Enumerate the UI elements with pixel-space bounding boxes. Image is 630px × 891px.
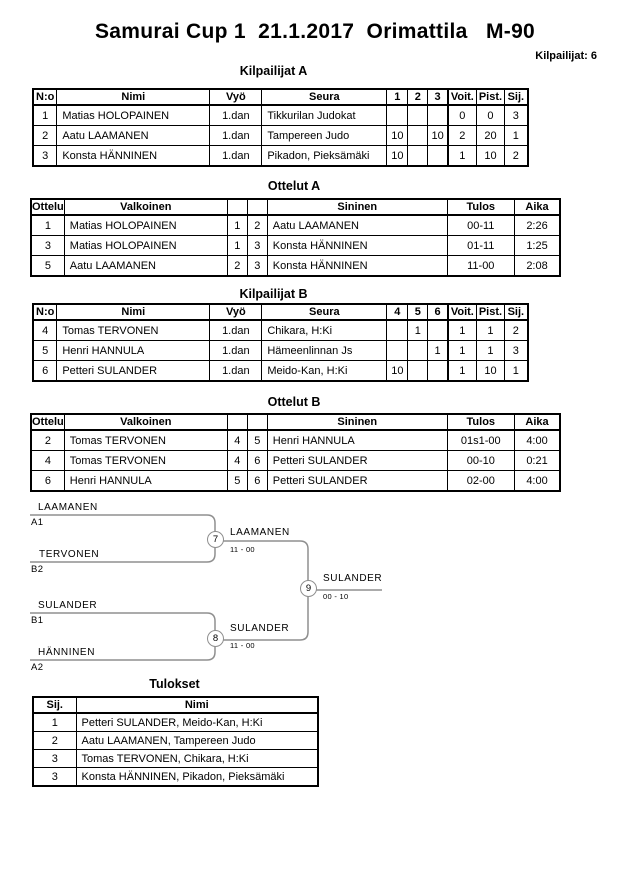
cell-score-4 (387, 341, 408, 361)
table-row (31, 215, 560, 236)
cell-bno: 3 (247, 236, 267, 256)
col-sininen: Sininen (267, 199, 447, 215)
cell-bno: 6 (247, 471, 267, 492)
cell-voit: 0 (448, 105, 477, 126)
bracket-line-b1 (30, 613, 215, 638)
cell-wno: 4 (227, 451, 247, 471)
cell-no: 1 (33, 105, 57, 126)
cell-aika: 2:26 (514, 215, 560, 236)
col-aika: Aika (514, 199, 560, 215)
cell-score-6: 1 (428, 341, 448, 361)
cell-score-5: 1 (408, 320, 428, 341)
cell-score-5 (408, 341, 428, 361)
cell-ottelu: 1 (31, 215, 64, 236)
header-row (33, 697, 318, 713)
cell-score-1: 10 (387, 146, 408, 167)
cell-sij: 3 (33, 768, 76, 787)
pool-a-table (32, 88, 529, 167)
cell-nimi: Petteri SULANDER, Meido-Kan, H:Ki (76, 713, 318, 732)
cell-aika: 4:00 (514, 430, 560, 451)
cell-voit: 2 (448, 126, 477, 146)
bracket-winner-name: SULANDER (230, 623, 290, 634)
cell-vyo: 1.dan (210, 146, 262, 167)
cell-voit: 1 (448, 146, 477, 167)
cell-wno: 5 (227, 471, 247, 492)
col-voit: Voit. (448, 89, 477, 105)
cell-sininen: Konsta HÄNNINEN (267, 256, 447, 277)
cell-score-3 (428, 146, 448, 167)
matches-a-title: Ottelut A (267, 179, 321, 193)
pool-b-title: Kilpailijat B (239, 287, 308, 301)
col-bno (247, 414, 267, 430)
bracket-line-a1 (30, 515, 215, 539)
cell-nimi: Aatu LAAMANEN (57, 126, 210, 146)
bracket-entry-name: TERVONEN (39, 549, 100, 560)
cell-seura: Meido-Kan, H:Ki (262, 361, 387, 382)
table-row (33, 126, 528, 146)
cell-tulos: 00-10 (447, 451, 514, 471)
cell-sij: 3 (505, 341, 528, 361)
cell-sij: 2 (33, 732, 76, 750)
cell-pist: 20 (476, 126, 504, 146)
cell-nimi: Konsta HÄNNINEN (57, 146, 210, 167)
cell-no: 6 (33, 361, 57, 382)
col-aika: Aika (514, 414, 560, 430)
match-circle-9: 9 (300, 580, 317, 597)
table-row (33, 361, 528, 382)
matches-a-table (30, 198, 561, 277)
cell-aika: 2:08 (514, 256, 560, 277)
col-wno (227, 199, 247, 215)
cell-seura: Hämeenlinnan Js (262, 341, 387, 361)
table-row (33, 768, 318, 787)
cell-pist: 10 (476, 361, 504, 382)
cell-score-3 (428, 105, 448, 126)
table-row (31, 256, 560, 277)
cell-bno: 6 (247, 451, 267, 471)
cell-nimi: Konsta HÄNNINEN, Pikadon, Pieksämäki (76, 768, 318, 787)
cell-pist: 1 (476, 320, 504, 341)
table-row (31, 471, 560, 492)
cell-seura: Tampereen Judo (262, 126, 387, 146)
col-ottelu: Ottelu (32, 201, 64, 213)
cell-sij: 3 (33, 750, 76, 768)
cell-nimi: Tomas TERVONEN (57, 320, 210, 341)
page-title: Samurai Cup 1 21.1.2017 Orimattila M-90 (94, 20, 536, 43)
header-row (33, 304, 528, 320)
cell-score-1 (387, 105, 408, 126)
cell-nimi: Petteri SULANDER (57, 361, 210, 382)
cell-valkoinen: Tomas TERVONEN (64, 430, 227, 451)
col-pist: Pist. (476, 89, 504, 105)
cell-vyo: 1.dan (210, 320, 262, 341)
cell-vyo: 1.dan (210, 105, 262, 126)
cell-voit: 1 (448, 320, 477, 341)
cell-no: 2 (33, 126, 57, 146)
col-match-6: 6 (428, 304, 448, 320)
cell-nimi: Tomas TERVONEN, Chikara, H:Ki (76, 750, 318, 768)
cell-sininen: Konsta HÄNNINEN (267, 236, 447, 256)
pool-b-table (32, 303, 529, 382)
cell-tulos: 01s1-00 (447, 430, 514, 451)
col-nimi: Nimi (76, 697, 318, 713)
cell-sij: 2 (505, 320, 528, 341)
cell-valkoinen: Matias HOLOPAINEN (64, 215, 227, 236)
cell-score-4: 10 (387, 361, 408, 382)
col-sininen: Sininen (267, 414, 447, 430)
col-vyo: Vyö (210, 89, 262, 105)
cell-no: 4 (33, 320, 57, 341)
results-table (32, 696, 319, 787)
table-row (33, 146, 528, 167)
bracket-match-score: 11 - 00 (230, 641, 255, 650)
table-row (31, 236, 560, 256)
cell-seura: Pikadon, Pieksämäki (262, 146, 387, 167)
col-match-3: 3 (428, 89, 448, 105)
cell-wno: 2 (227, 256, 247, 277)
col-valkoinen: Valkoinen (64, 414, 227, 430)
cell-ottelu: 5 (31, 256, 64, 277)
col-no: N:o (33, 304, 57, 320)
cell-pist: 1 (476, 341, 504, 361)
cell-sij: 1 (505, 126, 528, 146)
bracket-entry-seed: B1 (31, 615, 44, 626)
table-row (33, 341, 528, 361)
col-seura: Seura (262, 304, 387, 320)
cell-score-3: 10 (428, 126, 448, 146)
bracket-line-winner-7 (215, 541, 308, 588)
cell-tulos: 11-00 (447, 256, 514, 277)
table-row (31, 430, 560, 451)
cell-nimi: Matias HOLOPAINEN (57, 105, 210, 126)
bracket-entry-name: LAAMANEN (38, 502, 98, 513)
cell-bno: 5 (247, 430, 267, 451)
results-title: Tulokset (149, 677, 200, 691)
cell-tulos: 02-00 (447, 471, 514, 492)
table-row (33, 105, 528, 126)
bracket-winner-name: LAAMANEN (230, 527, 290, 538)
col-vyo: Vyö (210, 304, 262, 320)
matches-b-table (30, 413, 561, 492)
cell-no: 3 (33, 146, 57, 167)
cell-sij: 1 (505, 361, 528, 382)
col-wno (227, 414, 247, 430)
bracket-entry-name: HÄNNINEN (38, 647, 96, 658)
cell-no: 5 (33, 341, 57, 361)
cell-sininen: Petteri SULANDER (267, 451, 447, 471)
cell-score-6 (428, 320, 448, 341)
cell-score-2 (408, 105, 428, 126)
col-ottelu: Ottelu (32, 416, 64, 428)
matches-b-title: Ottelut B (267, 395, 321, 409)
cell-valkoinen: Henri HANNULA (64, 471, 227, 492)
table-row (31, 451, 560, 471)
cell-ottelu: 6 (31, 471, 64, 492)
table-row (33, 732, 318, 750)
bracket-entry-name: SULANDER (38, 600, 98, 611)
cell-sininen: Aatu LAAMANEN (267, 215, 447, 236)
cell-bno: 3 (247, 256, 267, 277)
cell-score-5 (408, 361, 428, 382)
pool-a-title: Kilpailijat A (239, 64, 308, 78)
col-valkoinen: Valkoinen (64, 199, 227, 215)
cell-nimi: Henri HANNULA (57, 341, 210, 361)
cell-valkoinen: Tomas TERVONEN (64, 451, 227, 471)
table-row (33, 320, 528, 341)
cell-nimi: Aatu LAAMANEN, Tampereen Judo (76, 732, 318, 750)
header-row (31, 414, 560, 430)
bracket-match-score: 11 - 00 (230, 545, 255, 554)
col-match-2: 2 (408, 89, 428, 105)
cell-wno: 4 (227, 430, 247, 451)
col-tulos: Tulos (447, 199, 514, 215)
cell-ottelu: 4 (31, 451, 64, 471)
cell-pist: 0 (476, 105, 504, 126)
col-seura: Seura (262, 89, 387, 105)
cell-score-1: 10 (387, 126, 408, 146)
cell-voit: 1 (448, 361, 477, 382)
col-sij: Sij. (33, 697, 76, 713)
bracket-match-score: 00 - 10 (323, 592, 349, 601)
col-match-5: 5 (408, 304, 428, 320)
cell-sij: 2 (505, 146, 528, 167)
cell-wno: 1 (227, 236, 247, 256)
bracket-entry-seed: A2 (31, 662, 44, 673)
bracket-entry-seed: A1 (31, 517, 44, 528)
cell-vyo: 1.dan (210, 126, 262, 146)
col-no: N:o (33, 89, 57, 105)
cell-aika: 1:25 (514, 236, 560, 256)
table-row (33, 750, 318, 768)
cell-sininen: Henri HANNULA (267, 430, 447, 451)
col-match-4: 4 (387, 304, 408, 320)
col-tulos: Tulos (447, 414, 514, 430)
cell-bno: 2 (247, 215, 267, 236)
cell-pist: 10 (476, 146, 504, 167)
cell-aika: 0:21 (514, 451, 560, 471)
cell-sininen: Petteri SULANDER (267, 471, 447, 492)
cell-vyo: 1.dan (210, 341, 262, 361)
cell-voit: 1 (448, 341, 477, 361)
cell-sij: 1 (33, 713, 76, 732)
header-row (33, 89, 528, 105)
cell-score-4 (387, 320, 408, 341)
cell-score-2 (408, 126, 428, 146)
col-voit: Voit. (448, 304, 477, 320)
match-circle-8: 8 (207, 630, 224, 647)
cell-valkoinen: Matias HOLOPAINEN (64, 236, 227, 256)
cell-score-6 (428, 361, 448, 382)
col-sij: Sij. (505, 304, 528, 320)
competitors-count: Kilpailijat: 6 (535, 50, 597, 62)
cell-sij: 3 (505, 105, 528, 126)
match-circle-7: 7 (207, 531, 224, 548)
col-nimi: Nimi (57, 89, 210, 105)
bracket-winner-name: SULANDER (323, 573, 383, 584)
col-bno (247, 199, 267, 215)
cell-vyo: 1.dan (210, 361, 262, 382)
table-row (33, 713, 318, 732)
cell-valkoinen: Aatu LAAMANEN (64, 256, 227, 277)
col-nimi: Nimi (57, 304, 210, 320)
cell-aika: 4:00 (514, 471, 560, 492)
cell-wno: 1 (227, 215, 247, 236)
col-sij: Sij. (505, 89, 528, 105)
cell-seura: Tikkurilan Judokat (262, 105, 387, 126)
header-row (31, 199, 560, 215)
col-match-1: 1 (387, 89, 408, 105)
cell-ottelu: 2 (31, 430, 64, 451)
cell-tulos: 00-11 (447, 215, 514, 236)
col-pist: Pist. (476, 304, 504, 320)
cell-ottelu: 3 (31, 236, 64, 256)
cell-tulos: 01-11 (447, 236, 514, 256)
cell-seura: Chikara, H:Ki (262, 320, 387, 341)
bracket-entry-seed: B2 (31, 564, 44, 575)
cell-score-2 (408, 146, 428, 167)
